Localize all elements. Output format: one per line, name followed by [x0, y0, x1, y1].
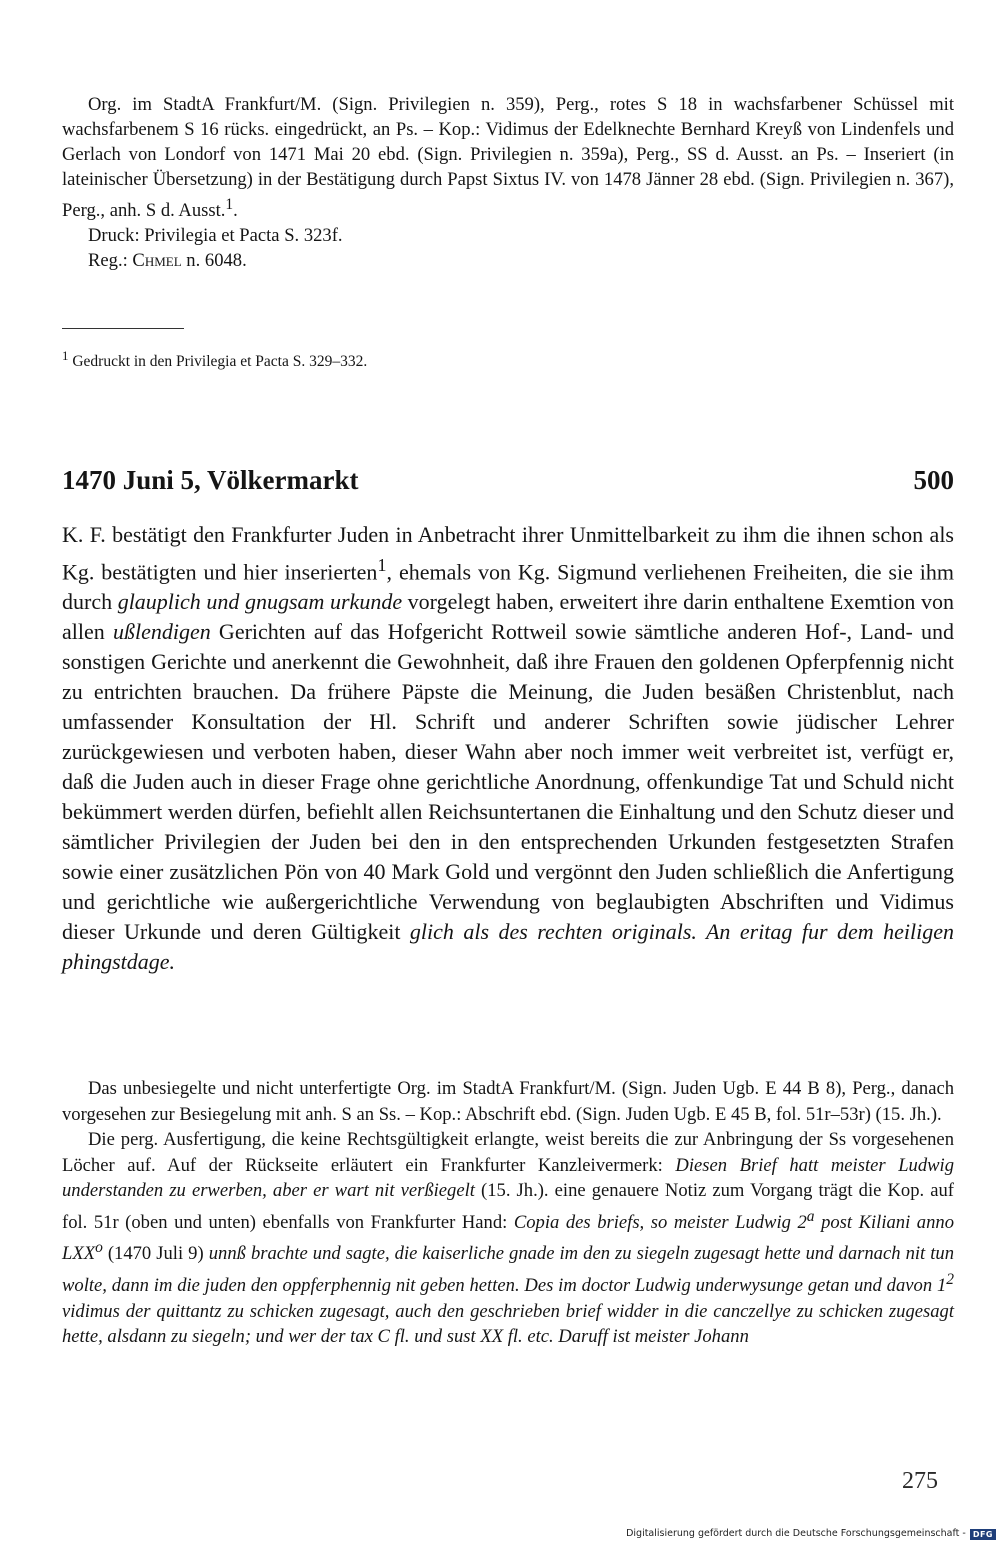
quotation: glich als des rechten originals. An eritag fur dem heiligen phingstdage. — [62, 919, 955, 975]
transmission-note: Das unbesiegelte und nicht unterfertigte Org. im StadtA Frankfurt/M. (Sign. Juden Ugb. E 44 B 8), Perg., danach vorgesehen zur Besiegelung mit anh. S an Ss. – Kop.: Abschrift ebd. (Sign. Juden Ugb. E 45 B, fol. 51r–53r) (15. Jh.). — [62, 1078, 954, 1125]
footnote-number: 1 — [62, 348, 69, 363]
quotation: Copia des briefs, so meister Ludwig 2$^a$ post Kiliani anno LXX$^o$ — [62, 1207, 954, 1265]
author-name: Chmel — [132, 250, 182, 272]
source-notes — [62, 1076, 954, 1350]
entry-date-place: 1470 Juni 5, Völkermarkt — [62, 465, 359, 495]
commentary-note: Die perg. Ausfertigung, die keine Rechtsgültigkeit erlangte, weist bereits die zur Anbringung der Ss vorgesehenen Löcher auf. Auf der Rückseite erläutert ein Frankfurter Kanzleivermerk: Diesen Brief hatt meister Ludwig understanden zu erwerben, aber er wart nit verßiegelt (15. Jh.). eine genauere Notiz zum Vorgang trägt die Kop. auf fol. 51r (oben und unten) ebenfalls von Frankfurter Hand: Copia des briefs, so meister Ludwig 2$^a$ post Kiliani anno LXX$^o$ (1470 Juli 9) unnß brachte und sagte, die kaiserliche gnade im den zu siegeln zugesagt hette und darnach nit tun wolte, dann im die juden den oppferphennig nit geben hetten. Des im doctor Ludwig underwysunge getan und davon $1^2$ vidimus der quittantz zu schicken zugesagt, auch den geschrieben brief widder in die canczellye zu schicken zugesagt hette, alsdann zu siegeln; und wer der tax C fl. und sust XX fl. etc. Daruff ist meister Johann — [62, 1129, 955, 1348]
footnote-divider — [62, 328, 184, 329]
previous-entry-source-note — [62, 92, 954, 273]
quotation: unnß brachte und sagte, die kaiserliche gnade im den zu siegeln zugesagt hette und darnach nit tun wolte, dann im die juden den oppferphennig nit geben hetten. Des im doctor Ludwig underwysunge getan und davon $1^2$ vidimus der quittantz zu schicken zugesagt, auch den geschrieben brief widder in die canczellye zu schicken zugesagt hette, alsdann zu siegeln; und wer der tax C fl. und sust XX fl. etc. Daruff ist meister Johann — [62, 1243, 955, 1348]
druck-reference: Druck: Privilegia et Pacta S. 323f. — [88, 225, 343, 247]
regest-text: K. F. bestätigt den Frankfurter Juden in Anbetracht ihrer Unmittelbarkeit zu ihm die ihnen schon als Kg. bestätigten und hier inserierten$^1$, ehemals von Kg. Sigmund verliehenen Freiheiten, die sie ihm durch glauplich und gnugsam urkunde vorgelegt haben, erweitert ihre darin enthaltene Exemtion von allen ußlendigen Gerichten auf das Hofgericht Rottweil sowie sämtliche anderen Hof-, Land- und sonstigen Gerichte und anerkennt die Gewohnheit, daß ihre Frauen den goldenen Opferpfennig nicht zu entrichten brauchen. Da frühere Päpste die Meinung, die Juden besäßen Christenblut, nach umfassender Konsultation der Hl. Schrift und anderer Schriften sowie jüdischer Lehrer zurückgewiesen und verboten haben, dieser Wahn aber noch immer weit verbreitet ist, verfügt er, daß die Juden auch in dieser Frage ohne gerichtliche Anordnung, offenkundige Tat und Schuld nicht bekümmert werden dürfen, befiehlt allen Reichsuntertanen die Einhaltung und den Schutz dieser und sämtlicher Privilegien der Juden bei den in den entsprechenden Urkunden festgesetzten Strafen sowie einer zusätzlichen Pön von 40 Mark Gold und vergönnt den Juden schließlich die Anfertigung und gerichtliche wie außergerichtliche Verwendung von beglaubigten Abschriften und Vidimus dieser Urkunde und deren Gültigkeit glich als des rechten originals. An eritag fur dem heiligen phingstdage. — [62, 522, 955, 975]
regest-reference: Reg.: Chmel n. 6048. — [88, 250, 247, 272]
source-paragraph: Org. im StadtA Frankfurt/M. (Sign. Privilegien n. 359), Perg., rotes S 18 in wachsfarbener Schüssel mit wachsfarbenem S 16 rücks. eingedrückt, an Ps. – Kop.: Vidimus der Edelknechte Bernhard Kreyß von Lindenfels und Gerlach von Londorf von 1471 Mai 20 ebd. (Sign. Privilegien n. 359a), Perg., SS d. Ausst. an Ps. – Inseriert (in lateinischer Übersetzung) in der Bestätigung durch Papst Sixtus IV. von 1478 Jänner 28 ebd. (Sign. Privilegien n. 367), Perg., anh. S d. Ausst.$^1$. — [62, 94, 954, 222]
quotation: Diesen Brief hatt meister Ludwig understanden zu erwerben, aber er wart nit verßiegelt — [62, 1154, 954, 1201]
quotation: ußlendigen — [112, 619, 211, 645]
footnote-marker: 1 — [377, 555, 387, 575]
page-number: 275 — [902, 1468, 938, 1494]
footnote-marker: 1 — [225, 196, 234, 213]
credit-text: Digitalisierung gefördert durch die Deutsche Forschungsgemeinschaft - — [626, 1528, 966, 1539]
entry-number: 500 — [913, 465, 954, 495]
footnote: $^1$ Gedruckt in den Privilegia et Pacta S. 329–332. — [62, 348, 368, 371]
dfg-logo: DFG — [970, 1529, 996, 1540]
digitization-credit — [626, 1527, 996, 1541]
quotation: glauplich und gnugsam urkunde — [117, 589, 403, 615]
